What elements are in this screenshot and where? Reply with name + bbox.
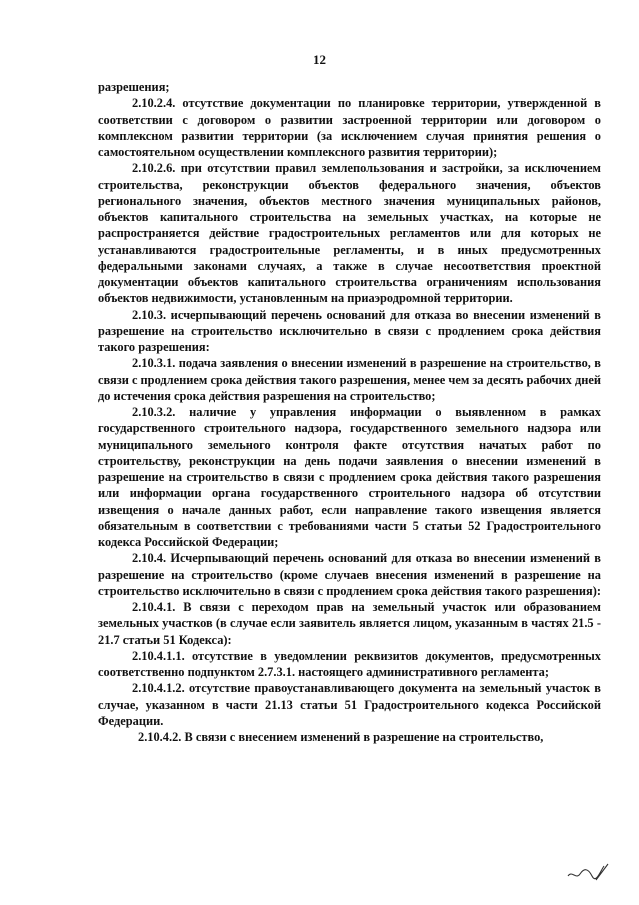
paragraph: 2.10.4.1.1. отсутствие в уведомлении реквизитов документов, предусмотренных соответственно подпунктом 2.7.3.1. настоящего административного регламента;	[98, 648, 601, 679]
paragraph: 2.10.4.1.2. отсутствие правоустанавливающего документа на земельный участок в случае, указанном в части 21.13 статьи 51 Градостроительного кодекса Российской Федерации.	[98, 681, 601, 728]
paragraph: 2.10.3.2. наличие у управления информации о выявленном в рамках государственного строительного надзора, государственного земельного надзора или муниципального земельного контроля факте отсутствия начатых работ по строительству, реконструкции на день подачи заявления о внесении изменений в разрешение на строительство в связи с продлением срока действия такого разрешения или информации органа государственного строительного надзора об отсутствии извещения о начале данных работ, если направление такого извещения является обязательным в соответствии с требованиями части 5 статьи 52 Градостроительного кодекса Российской Федерации;	[98, 405, 601, 549]
paragraph: 2.10.4.1. В связи с переходом прав на земельный участок или образованием земельных участков (в случае если заявитель является лицом, указанным в частях 21.5 - 21.7 статьи 51 Кодекса):	[98, 600, 601, 647]
paragraph: 2.10.2.4. отсутствие документации по планировке территории, утвержденной в соответствии с договором о развитии застроенной территории или договором о комплексном развитии территории (за исключением случая принятия решения о самостоятельном осуществлении комплексного развития территории);	[98, 96, 601, 159]
paragraph: 2.10.3.1. подача заявления о внесении изменений в разрешение на строительство, в связи с продлением срока действия такого разрешения, менее чем за десять рабочих дней до истечения срока действия разрешения на строительство;	[98, 356, 601, 403]
paragraph: 2.10.3. исчерпывающий перечень оснований для отказа во внесении изменений в разрешение на строительство исключительно в связи с продлением срока действия такого разрешения:	[98, 307, 601, 354]
page-number: 12	[313, 52, 326, 67]
document-body	[98, 79, 601, 745]
paragraph: 2.10.2.6. при отсутствии правил землепользования и застройки, за исключением строительства, реконструкции объектов федерального значения, объектов регионального значения, объектов местного значения муниципальных районов, объектов капитального строительства на земельных участках, на которые не распространяется действие градостроительных регламентов или для которых не устанавливаются градостроительные регламенты, и в иных предусмотренных федеральными законами случаях, а также в случае несоответствия проектной документации объектов капитального строительства ограничениям использования объектов недвижимости, установленным на приаэродромной территории.	[98, 161, 601, 306]
paragraph: 2.10.4. Исчерпывающий перечень оснований для отказа во внесении изменений в разрешение на строительство (кроме случаев внесения изменений в разрешение на строительство исключительно в связи с продлением срока действия такого разрешения):	[98, 551, 601, 598]
paragraph: разрешения;	[98, 80, 170, 94]
paragraph: 2.10.4.2. В связи с внесением изменений в разрешение на строительство,	[138, 730, 544, 744]
handwritten-mark	[566, 858, 610, 884]
